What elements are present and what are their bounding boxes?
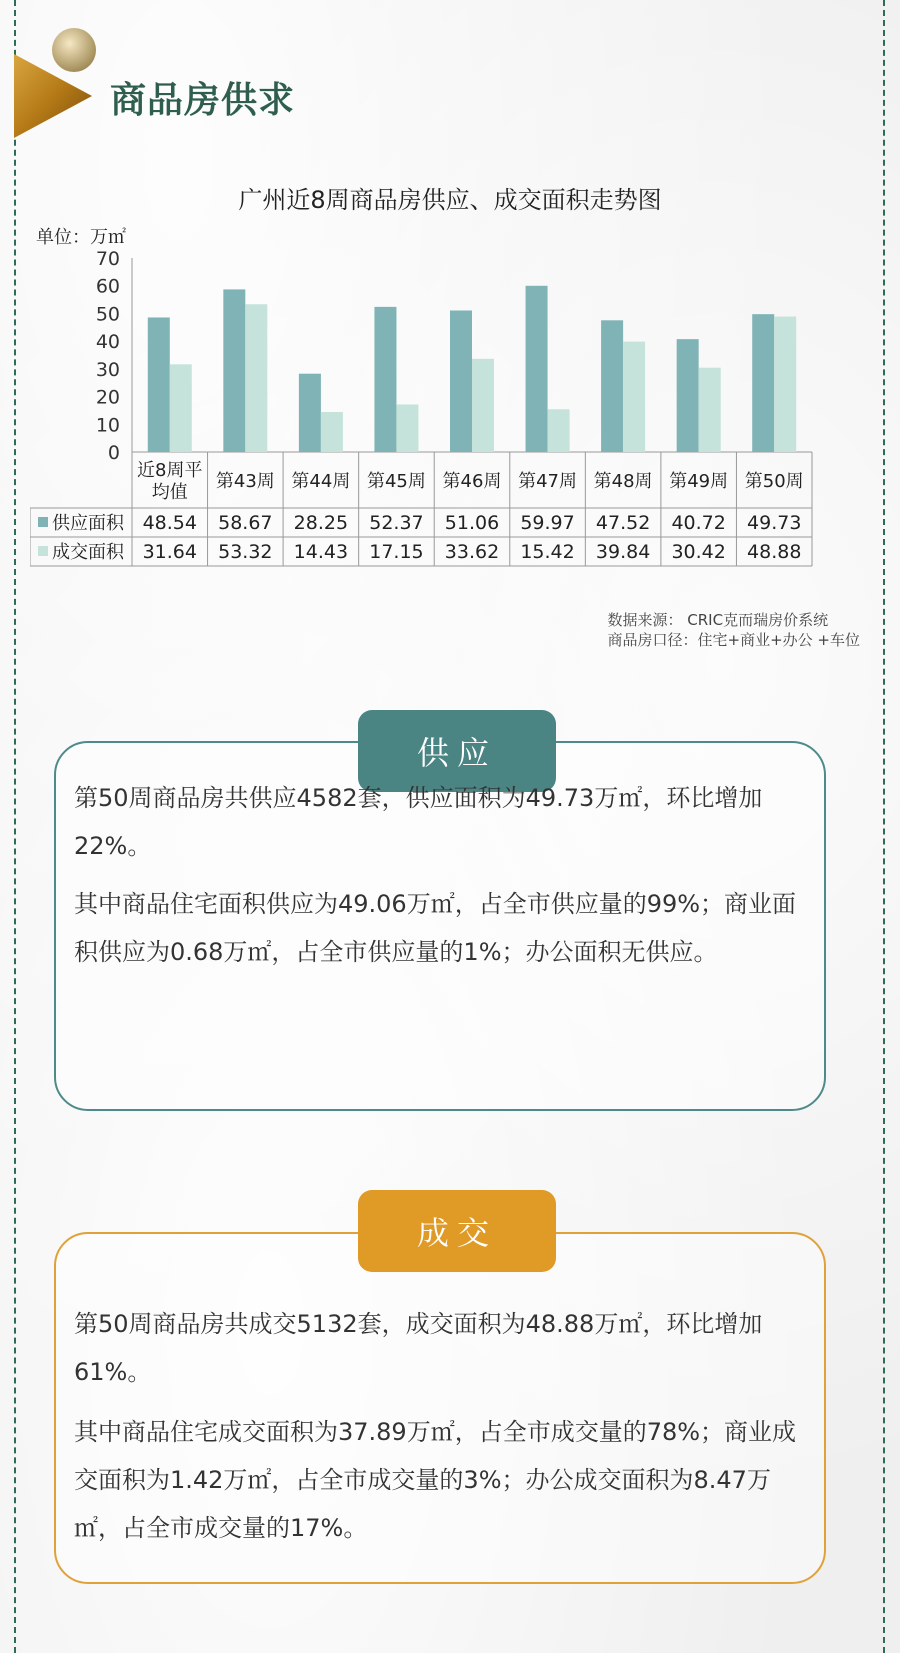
bar-supply — [677, 339, 699, 452]
deal-tab: 成交 — [358, 1190, 556, 1272]
bar-supply — [223, 289, 245, 452]
chart-title: 广州近8周商品房供应、成交面积走势图 — [238, 186, 662, 214]
supply-paragraph-2: 其中商品住宅面积供应为49.06万㎡，占全市供应量的99%；商业面积供应为0.68万㎡，占全市供应量的1%；办公面积无供应。 — [74, 890, 797, 966]
legend-label-supply: 供应面积 — [52, 513, 124, 534]
supply-paragraph-1: 第50周商品房共供应4582套，供应面积为49.73万㎡，环比增加22%。 — [74, 784, 763, 860]
bar-supply — [450, 310, 472, 452]
bar-deal — [245, 304, 267, 452]
table-value: 52.37 — [369, 512, 424, 534]
deal-paragraph-2: 其中商品住宅成交面积为37.89万㎡，占全市成交量的78%；商业成交面积为1.42万㎡，占全市成交量的3%；办公成交面积为8.47万㎡，占全市成交量的17%。 — [74, 1418, 797, 1542]
y-tick-label: 70 — [95, 250, 120, 270]
category-label: 均值 — [151, 482, 188, 503]
bar-deal — [321, 412, 343, 452]
bar-deal — [472, 359, 494, 452]
data-source — [608, 610, 860, 650]
category-label: 第49周 — [669, 471, 729, 492]
table-value: 28.25 — [293, 512, 349, 534]
y-tick-label: 30 — [95, 358, 120, 381]
table-value: 47.52 — [595, 512, 651, 534]
section-title: 商品房供求 — [110, 80, 296, 121]
bar-supply — [148, 317, 170, 452]
table-value: 49.73 — [747, 512, 802, 534]
bar-deal — [774, 317, 796, 452]
bar-chart — [30, 250, 820, 570]
category-label: 第44周 — [291, 471, 351, 492]
source-line-1: 数据来源： CRIC克而瑞房价系统 — [607, 611, 829, 629]
deal-paragraph-1: 第50周商品房共成交5132套，成交面积为48.88万㎡，环比增加61%。 — [74, 1310, 763, 1386]
bar-deal — [548, 409, 570, 452]
category-label: 第48周 — [593, 471, 653, 492]
bar-supply — [752, 314, 774, 452]
table-value: 48.54 — [142, 512, 197, 534]
table-value: 58.67 — [218, 512, 273, 534]
table-value: 31.64 — [142, 541, 197, 563]
legend-label-deal: 成交面积 — [52, 542, 124, 563]
source-line-2: 商品房口径：住宅+商业+办公 +车位 — [607, 631, 860, 649]
y-tick-label: 20 — [95, 386, 120, 409]
legend-swatch-supply — [38, 517, 48, 527]
bar-deal — [170, 364, 192, 452]
y-tick-label: 10 — [95, 414, 120, 437]
unit-label: 单位：万㎡ — [36, 227, 126, 248]
right-border-line — [883, 0, 885, 1653]
bar-deal — [623, 342, 645, 452]
table-value: 53.32 — [218, 541, 273, 563]
bar-deal — [699, 368, 721, 452]
table-value: 51.06 — [444, 512, 500, 534]
category-label: 近8周平 — [137, 460, 203, 481]
legend-swatch-deal — [38, 546, 48, 556]
table-value: 33.62 — [444, 541, 500, 563]
category-label: 第43周 — [215, 471, 275, 492]
gold-triangle-decoration — [14, 28, 114, 138]
bar-supply — [374, 307, 396, 452]
table-value: 17.15 — [369, 541, 424, 563]
table-value: 59.97 — [520, 512, 575, 534]
table-value: 15.42 — [520, 541, 575, 563]
y-tick-label: 0 — [107, 442, 120, 464]
y-tick-label: 50 — [95, 303, 120, 326]
table-value: 39.84 — [595, 541, 651, 563]
left-border-line — [14, 0, 16, 1653]
table-value: 48.88 — [747, 541, 802, 563]
category-label: 第47周 — [518, 471, 578, 492]
y-tick-label: 60 — [95, 275, 120, 298]
supply-tab: 供应 — [358, 710, 556, 792]
bar-supply — [601, 320, 623, 452]
y-tick-label: 40 — [95, 331, 120, 354]
category-label: 第46周 — [442, 471, 502, 492]
table-value: 14.43 — [293, 541, 349, 563]
category-label: 第50周 — [744, 471, 804, 492]
bar-supply — [299, 374, 321, 452]
bar-supply — [526, 286, 548, 452]
table-value: 30.42 — [671, 541, 726, 563]
bar-deal — [396, 404, 418, 452]
category-label: 第45周 — [366, 471, 426, 492]
table-value: 40.72 — [671, 512, 726, 534]
